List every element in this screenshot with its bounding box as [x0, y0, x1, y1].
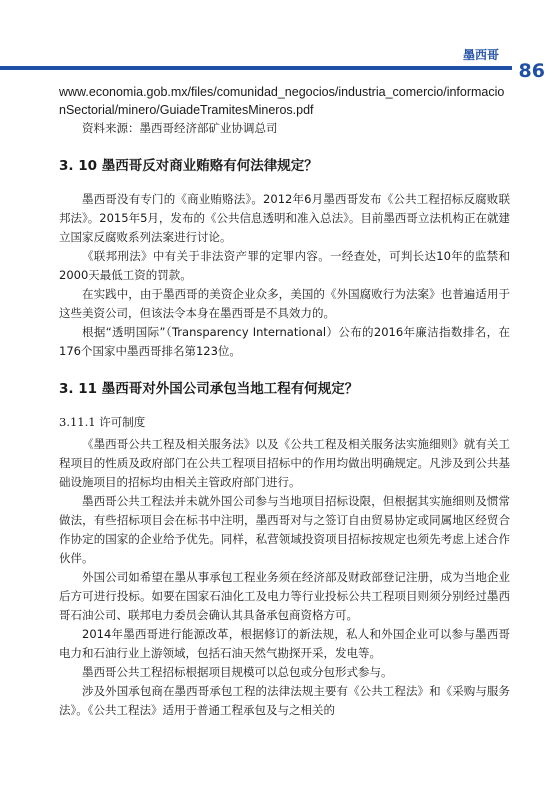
paragraph: 《联邦刑法》中有关于非法资产罪的定罪内容。一经查处，可判长达10年的监禁和2000天最低工资的罚款。 [59, 249, 510, 282]
paragraph: 《墨西哥公共工程及相关服务法》以及《公共工程及相关服务法实施细则》就有关工程项目的性质及政府部门在公共工程项目招标中的作用均做出明确规定。凡涉及到公共基础设施项目的招标均由相关主管政府部门进行。 [59, 437, 510, 489]
paragraph: 在实践中，由于墨西哥的美资企业众多，美国的《外国腐败行为法案》也普遍适用于这些美资公司，但该法令本身在墨西哥是不具效力的。 [59, 287, 510, 320]
source-url: www.economia.gob.mx/files/comunidad_negocios/industria_comercio/informacionSectorial/minero/GuiadeTramitesMineros.pdf [59, 85, 505, 117]
section-title-3-11: 3. 11 墨西哥对外国公司承包当地工程有何规定？ [59, 381, 359, 397]
paragraph: 墨西哥没有专门的《商业贿赂法》。2012年6月墨西哥发布《公共工程招标反腐败联邦法》。2015年5月，发布的《公共信息透明和准入总法》。目前墨西哥立法机构正在就建立国家反腐败系列法案进行讨论。 [59, 192, 510, 244]
subsection-title-3-11-1: 3.11.1 许可制度 [59, 415, 146, 429]
paragraph: 2014年墨西哥进行能源改革，根据修订的新法规，私人和外国企业可以参与墨西哥电力和石油行业上游领域，包括石油天然气勘探开采，发电等。 [59, 627, 510, 660]
paragraph: 外国公司如希望在墨从事承包工程业务须在经济部及财政部登记注册，成为当地企业后方可进行投标。如要在国家石油化工及电力等行业投标公共工程项目则须分别经过墨西哥石油公司、联邦电力委员会确认其具备承包商资格方可。 [59, 570, 510, 622]
header-rule [0, 66, 512, 70]
section-title-3-10: 3. 10 墨西哥反对商业贿赂有何法律规定？ [59, 158, 318, 174]
paragraph: 墨西哥公共工程法并未就外国公司参与当地项目招标设限，但根据其实施细则及惯常做法，有些招标项目会在标书中注明，墨西哥对与之签订自由贸易协定或同属地区经贸合作协定的国家的企业给予优先。同样，私营领域投资项目招标按规定也须先考虑上述合作伙伴。 [59, 494, 510, 565]
paragraph: 涉及外国承包商在墨西哥承包工程的法律法规主要有《公共工程法》和《采购与服务法》。《公共工程法》适用于普通工程承包及与之相关的 [59, 684, 510, 717]
page-number: 86 [518, 60, 545, 82]
header-label: 墨西哥 [462, 48, 499, 62]
paragraph: 墨西哥公共工程招标根据项目规模可以总包或分包形式参与。 [82, 665, 393, 679]
page-body [59, 83, 510, 720]
paragraph: 根据“透明国际”（Transparency International）公布的2016年廉洁指数排名，在176个国家中墨西哥排名第123位。 [59, 325, 510, 358]
source-note: 资料来源：墨西哥经济部矿业协调总司 [82, 121, 278, 135]
